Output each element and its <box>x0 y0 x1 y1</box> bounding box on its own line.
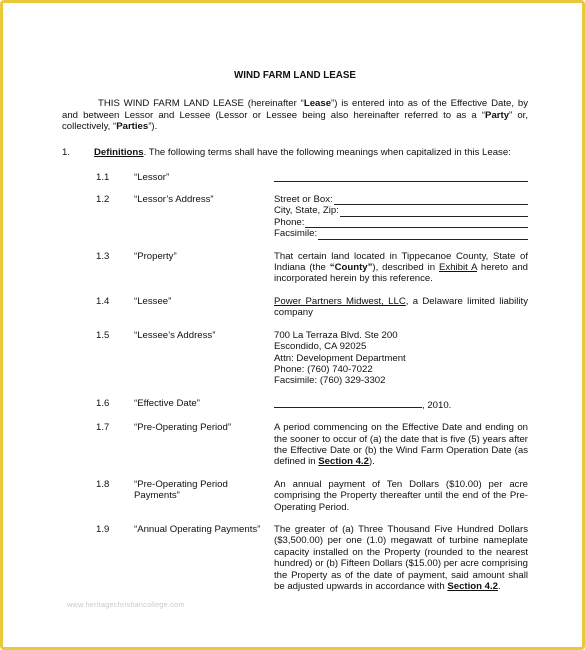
definition-row <box>62 479 528 513</box>
definition-text: , a Delaware limited liability company <box>274 295 528 319</box>
definition-number: 1.8 <box>96 478 110 490</box>
definition-number: 1.9 <box>96 523 110 535</box>
section-number: 1. <box>62 146 71 158</box>
definition-number: 1.4 <box>96 295 110 307</box>
definition-term: “Lessor’s Address” <box>134 194 214 206</box>
parties-term: Parties <box>116 121 149 133</box>
definition-row <box>62 296 528 319</box>
definition-text: The greater of (a) Three Thousand Five Hundred Dollars ($3,500.00) per one (1.0) megawatt of turbine nameplate capacity installed on the Property (rounded to the nearest hundred) or (b) Fifteen Dollars ($15.00) per acre comprising the Property as of the date of payment, said amount shall be adjusted upwards in accordance with <box>274 523 528 592</box>
blank-line <box>305 218 528 228</box>
effective-date-definition <box>274 398 528 411</box>
intro-text-1: THIS WIND FARM LAND LEASE (hereinafter “ <box>98 98 304 110</box>
section-1 <box>62 147 528 158</box>
section-text: . The following terms shall have the following meanings when capitalized in this Lease: <box>143 146 511 158</box>
blank-line <box>318 230 528 240</box>
definition-number: 1.5 <box>96 329 110 341</box>
definition-row <box>62 330 528 387</box>
blank-line <box>340 207 528 217</box>
lease-document <box>62 70 528 603</box>
definition-row <box>62 422 528 468</box>
address-line: Attn: Development Department <box>274 352 406 364</box>
intro-text-2: ”) is entered into as of the Effective Date, by and between Lessor and Lessee (Lessor or Lessee being also hereinafter referred to as a “ <box>62 98 528 121</box>
definition-number: 1.6 <box>96 397 110 409</box>
pre-operating-period-definition <box>274 422 528 468</box>
definition-row <box>62 398 528 411</box>
definition-row <box>62 194 528 240</box>
definition-term: “Lessee’s Address” <box>134 329 216 341</box>
field-label: Street or Box: <box>274 194 333 206</box>
blank-line <box>274 172 528 182</box>
definition-term: “Pre-Operating Period” <box>134 422 232 434</box>
definition-text: , 2010. <box>422 399 452 411</box>
pre-operating-payments-definition: An annual payment of Ten Dollars ($10.00) per acre comprising the Property thereafter until the end of the Pre-Operating Period. <box>274 478 528 513</box>
definition-term: “Property” <box>134 250 177 262</box>
county-term: “County” <box>329 262 373 274</box>
field-label: Phone: <box>274 216 305 228</box>
street-field <box>274 194 528 205</box>
intro-text-4: ”). <box>148 121 158 133</box>
lessor-blank <box>274 172 528 183</box>
definition-term: “Lessor” <box>134 172 170 184</box>
definition-term: “Lessee” <box>134 295 172 307</box>
city-field <box>274 205 528 216</box>
watermark: www.heritagechristiancollege.com <box>67 600 185 609</box>
definition-text: ), described in <box>372 262 439 274</box>
field-label: Facsimile: <box>274 228 318 240</box>
lease-term: Lease <box>303 98 332 110</box>
facsimile-field <box>274 228 528 239</box>
lessee-name: Power Partners Midwest, LLC <box>274 295 406 307</box>
section-heading: Definitions <box>94 146 144 158</box>
section-reference: Section 4.2 <box>318 456 369 468</box>
annual-operating-payments-definition <box>274 524 528 592</box>
property-definition <box>274 251 528 285</box>
definition-term: “Annual Operating Payments” <box>134 523 261 535</box>
definition-row <box>62 251 528 285</box>
section-reference: Section 4.2 <box>447 581 498 592</box>
party-term: Party <box>485 109 510 121</box>
definition-row <box>62 524 528 592</box>
exhibit-reference: Exhibit A <box>439 262 478 274</box>
address-line: Facsimile: (760) 329-3302 <box>274 375 386 387</box>
blank-line <box>274 398 422 408</box>
definition-text: That certain land located in Tippecanoe County, State of Indiana (the <box>274 250 528 274</box>
definition-number: 1.7 <box>96 422 110 434</box>
definition-term: “Effective Date” <box>134 397 200 409</box>
definition-text: . <box>497 581 501 592</box>
definition-text: A period commencing on the Effective Date and ending on the sooner to occur of (a) the date that is five (5) years after the Effective Date or (b) the Wind Farm Operation Date (as defined in <box>274 422 528 468</box>
address-line: Escondido, CA 92025 <box>274 341 367 353</box>
definition-number: 1.1 <box>96 172 110 184</box>
definition-number: 1.2 <box>96 194 110 206</box>
definition-number: 1.3 <box>96 250 110 262</box>
definition-row <box>62 172 528 183</box>
definition-term: “Pre-Operating Period Payments” <box>134 478 228 502</box>
intro-text-3: ” or, collectively, “ <box>62 109 528 133</box>
definition-text: ). <box>368 456 375 468</box>
address-line: 700 La Terraza Blvd. Ste 200 <box>274 329 398 341</box>
phone-field <box>274 217 528 228</box>
intro-paragraph <box>62 98 528 132</box>
address-line: Phone: (760) 740-7022 <box>274 363 373 375</box>
definition-text: hereto and incorporated herein by this reference. <box>274 262 529 285</box>
document-title: WIND FARM LAND LEASE <box>234 70 356 81</box>
field-label: City, State, Zip: <box>274 205 339 217</box>
lessor-address-fields <box>274 194 528 240</box>
lessee-address <box>274 330 528 387</box>
lessee-definition <box>274 296 528 319</box>
blank-line <box>334 195 528 205</box>
